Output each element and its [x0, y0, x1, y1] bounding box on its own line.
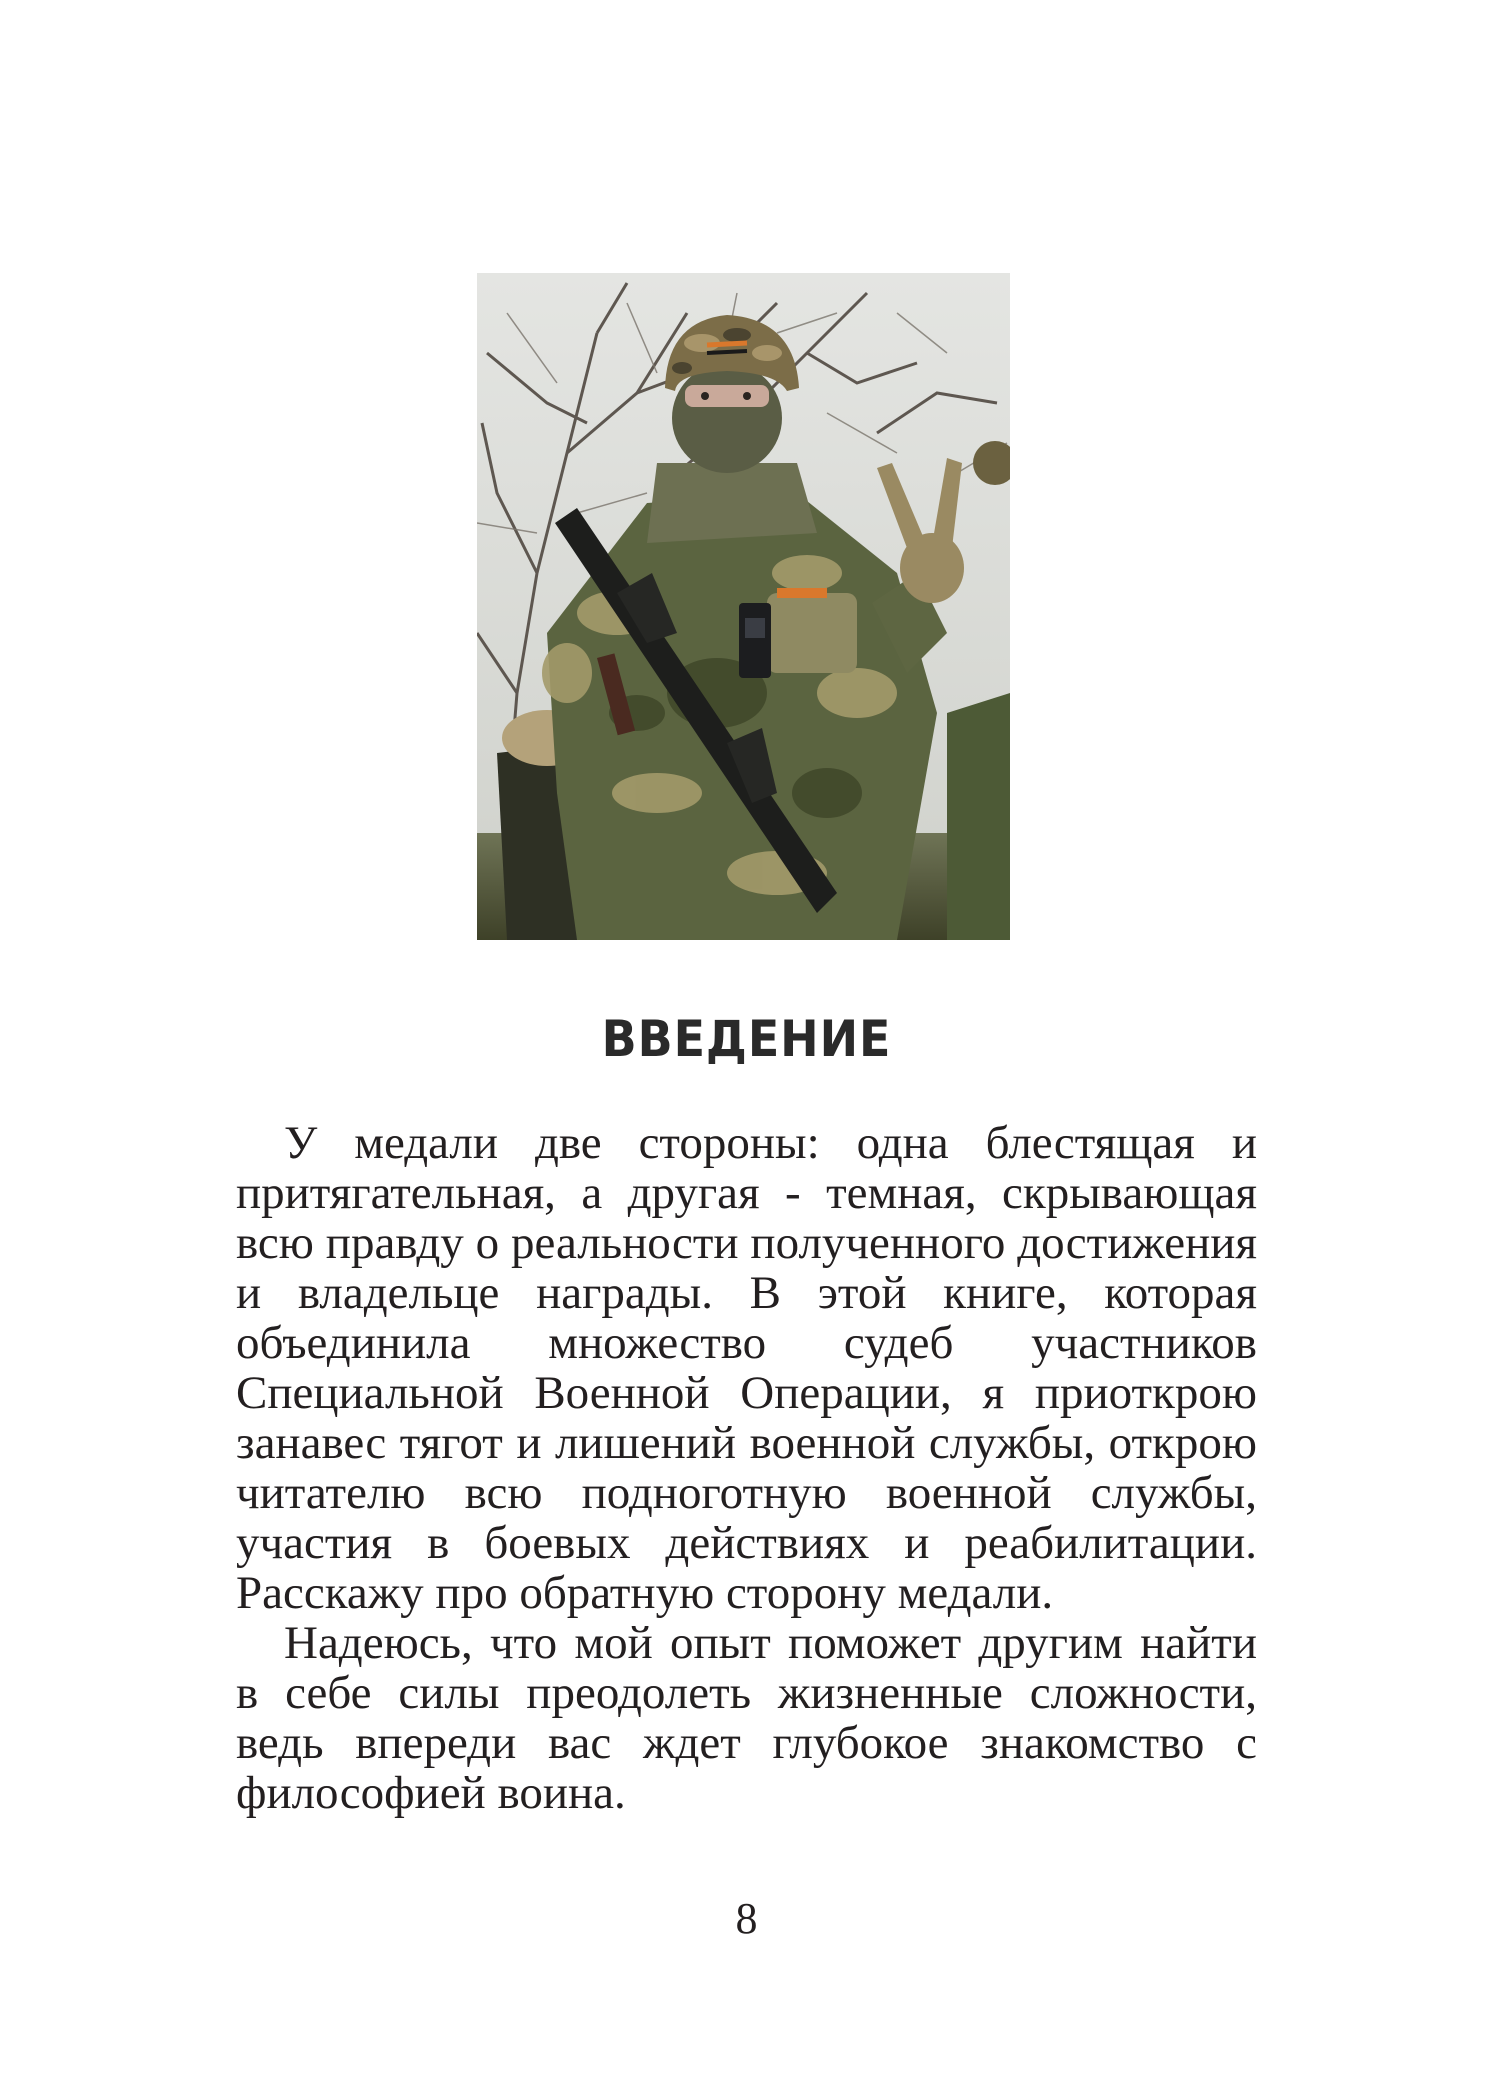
face-mask	[672, 363, 782, 473]
body-text	[236, 1118, 1257, 1818]
paragraph: Надеюсь, что мой опыт поможет другим найти в себе силы преодолеть жизненные сложности, ведь впереди вас ждет глубокое знакомство с философией воина.	[236, 1617, 1257, 1819]
radio	[739, 603, 771, 678]
soldier-illustration	[477, 273, 1010, 940]
paragraph: У медали две стороны: одна блестящая и притягательная, а другая - темная, скрывающая всю правду о реальности полученного достижения и владельце награды. В этой книге, которая объединила множество судеб участников Специальной Военной Операции, я приоткрою занавес тягот и лишений военной службы, открою читателю всю подноготную военной службы, участия в боевых действиях и реабилитации. Расскажу про обратную сторону медали.	[236, 1117, 1257, 1619]
page-number: 8	[735, 1894, 758, 1943]
soldier-photo	[477, 273, 1010, 940]
chapter-heading: ВВЕДЕНИЕ	[601, 1010, 892, 1068]
